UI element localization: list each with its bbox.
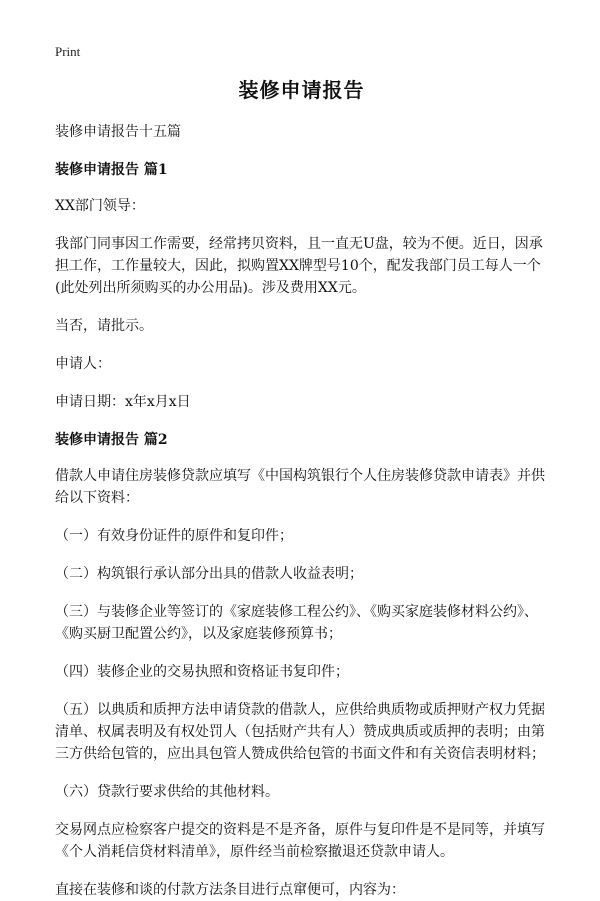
document-title: 装修申请报告: [238, 78, 365, 102]
section-2-paragraph: （四）装修企业的交易执照和资格证书复印件；: [55, 664, 349, 680]
section-1-paragraph: 申请日期：x年x月x日: [55, 394, 191, 410]
section-1-paragraph: 申请人：: [55, 356, 111, 372]
section-2-paragraph: （五）以典质和质押方法申请贷款的借款人，应供给典质物或质押财产权力凭据清单、权属表明及有权处罚人（包括财产共有人）赞成典质或质押的表明；由第三方供给包管的，应出具包管人赞成供给包管的书面文件和有关资信表明材料；: [55, 702, 545, 762]
section-2-paragraph: 直接在装修和谈的付款方法条目进行点窜便可，内容为：: [55, 882, 405, 898]
section-2-paragraph: 交易网点应检察客户提交的资料是不是齐备，原件与复印件是不是同等，并填写《个人消耗信贷材料清单》，原件经当前检察撤退还贷款申请人。: [55, 822, 545, 860]
print-link[interactable]: Print: [55, 44, 81, 59]
section-2-paragraph: （一）有效身份证件的原件和复印件；: [55, 528, 293, 544]
section-2-heading: 装修申请报告 篇2: [55, 432, 168, 448]
section-2-paragraph: （三）与装修企业等签订的《家庭装修工程公约》、《购买家庭装修材料公约》、《购买厨卫配置公约》，以及家庭装修预算书；: [55, 604, 538, 642]
document-subtitle: 装修申请报告十五篇: [55, 124, 181, 140]
section-1-paragraph: 我部门同事因工作需要，经常拷贝资料，且一直无U盘，较为不便。近日，因承担工作，工作量较大，因此，拟购置XX牌型号10个，配发我部门员工每人一个(此处列出所须购买的办公用品)。涉及费用XX元。: [55, 236, 543, 296]
section-2-paragraph: 借款人申请住房装修贷款应填写《中国构筑银行个人住房装修贷款申请表》并供给以下资料：: [55, 468, 545, 506]
section-2-paragraph: （六）贷款行要求供给的其他材料。: [55, 784, 279, 800]
section-2-paragraph: （二）构筑银行承认部分出具的借款人收益表明；: [55, 566, 363, 582]
section-1-paragraph: XX部门领导：: [55, 198, 145, 214]
section-1-paragraph: 当否，请批示。: [55, 318, 153, 334]
section-1-heading: 装修申请报告 篇1: [55, 162, 168, 178]
